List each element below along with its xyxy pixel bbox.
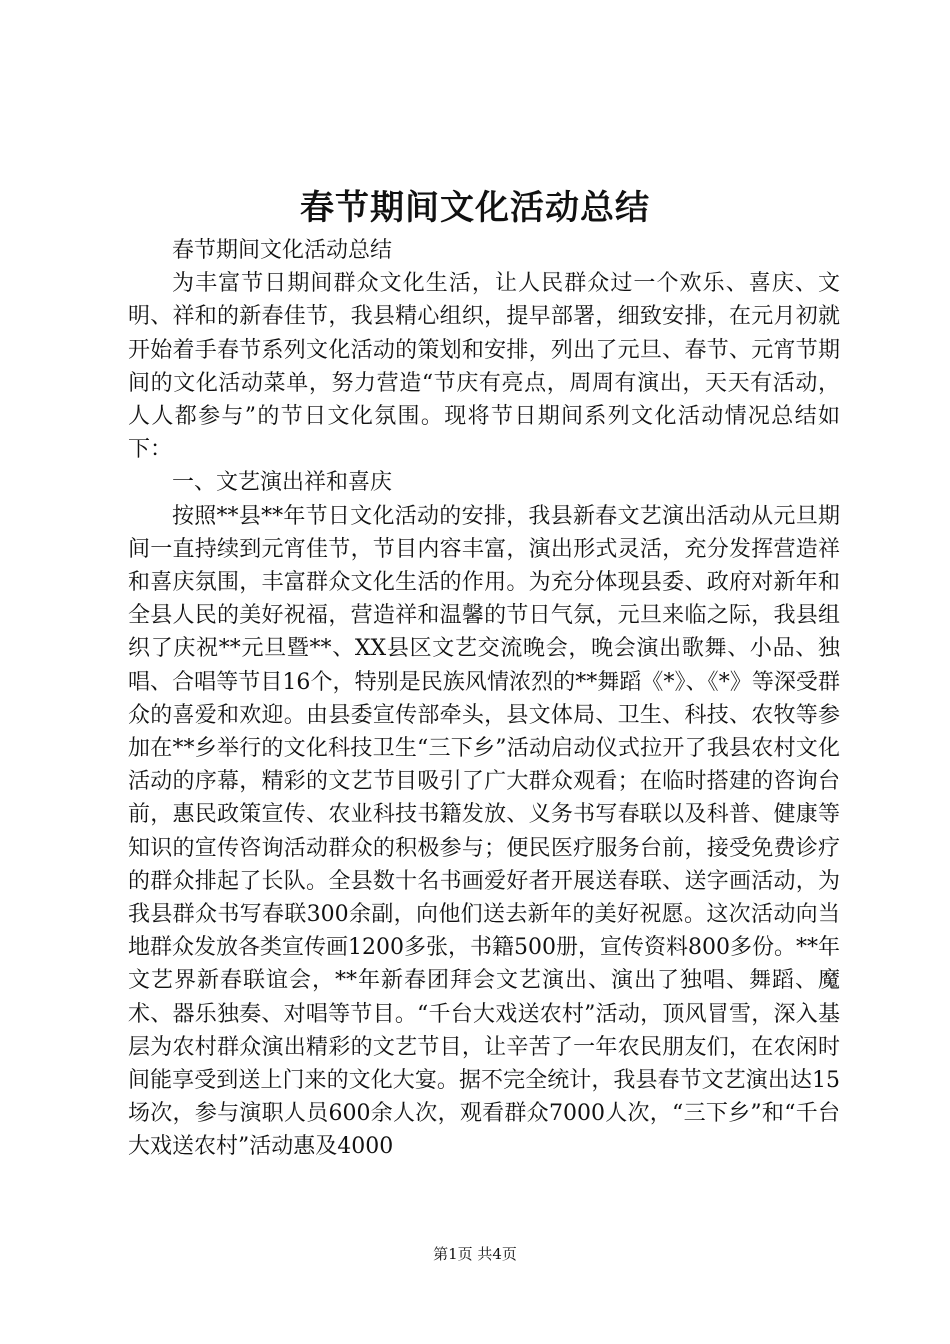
document-body bbox=[128, 234, 840, 1164]
section-heading: 一、文艺演出祥和喜庆 bbox=[172, 470, 393, 496]
page-footer: 第1页 共4页 bbox=[433, 1245, 517, 1263]
paragraph-subtitle: 春节期间文化活动总结 bbox=[172, 238, 393, 263]
document-title: 春节期间文化活动总结 bbox=[300, 188, 650, 228]
paragraph-section-1: 按照**县**年节日文化活动的安排，我县新春文艺演出活动从元旦期间一直持续到元宵佳节，节目内容丰富，演出形式灵活，充分发挥营造祥和喜庆氛围，丰富群众文化生活的作用。为充分体现县委、政府对新年和全县人民的美好祝福，营造祥和温馨的节日气氛，元旦来临之际，我县组织了庆祝**元旦暨**、XX县区文艺交流晚会，晚会演出歌舞、小品、独唱、合唱等节目16个，特别是民族风情浓烈的**舞蹈《*》、《*》等深受群众的喜爱和欢迎。由县委宣传部牵头，县文体局、卫生、科技、农牧等参加在**乡举行的文化科技卫生“三下乡”活动启动仪式拉开了我县农村文化活动的序幕，精彩的文艺节目吸引了广大群众观看；在临时搭建的咨询台前，惠民政策宣传、农业科技书籍发放、义务书写春联以及科普、健康等知识的宣传咨询活动群众的积极参与；便民医疗服务台前，接受免费诊疗的群众排起了长队。全县数十名书画爱好者开展送春联、送字画活动，为我县群众书写春联300余副，向他们送去新年的美好祝愿。这次活动向当地群众发放各类宣传画1200多张，书籍500册，宣传资料800多份。**年文艺界新春联谊会，**年新春团拜会文艺演出、演出了独唱、舞蹈、魔术、器乐独奏、对唱等节目。“千台大戏送农村”活动，顶风冒雪，深入基层为农村群众演出精彩的文艺节目，让辛苦了一年农民朋友们，在农闲时间能享受到送上门来的文化大宴。据不完全统计，我县春节文艺演出达15场次，参与演职人员600余人次，观看群众7000人次，“三下乡”和“千台大戏送农村”活动惠及4000 bbox=[128, 503, 840, 1160]
paragraph-intro: 为丰富节日期间群众文化生活，让人民群众过一个欢乐、喜庆、文明、祥和的新春佳节，我县精心组织，提早部署，细致安排，在元月初就开始着手春节系列文化活动的策划和安排，列出了元旦、春节、元宵节期间的文化活动菜单，努力营造“节庆有亮点，周周有演出，天天有活动，人人都参与”的节日文化氛围。现将节日期间系列文化活动情况总结如下： bbox=[128, 271, 840, 463]
